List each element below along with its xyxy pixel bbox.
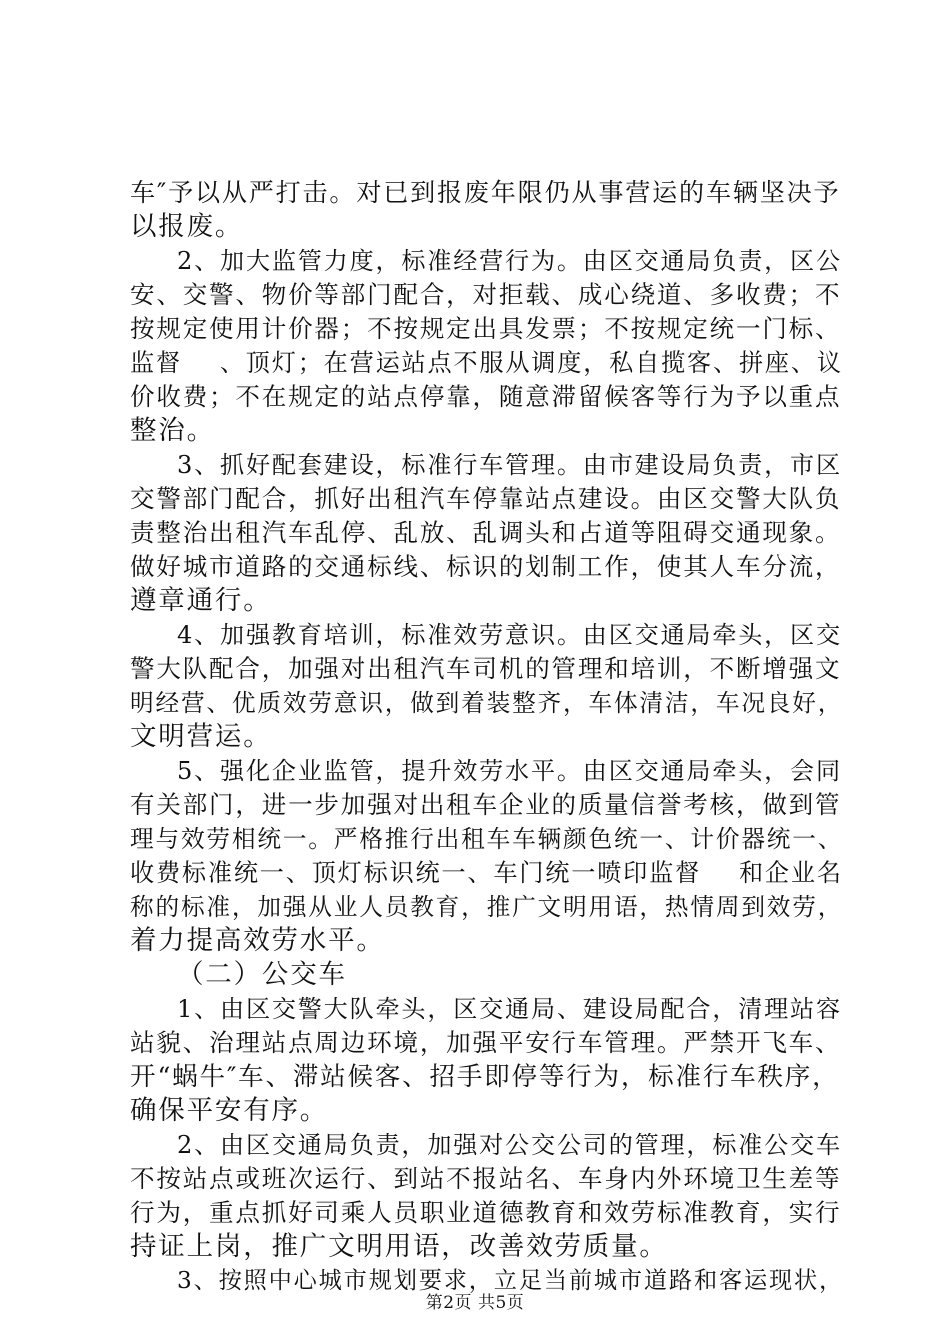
line-3: 安、交警、物价等部门配合，对拒载、成心绕道、多收费；不 bbox=[130, 280, 842, 309]
line-2: 2、加大监管力度，标准经营行为。由区交通局负责，区公 bbox=[177, 247, 842, 275]
line-22: 着力提高效劳水平。 bbox=[130, 925, 385, 956]
line-9: 交警部门配合，抓好出租汽车停靠站点建设。由区交警大队负 bbox=[130, 484, 842, 513]
line-11: 做好城市道路的交通标线、标识的划制工作，使其人车分流， bbox=[130, 552, 842, 581]
line-24: 1、由区交警大队牵头，区交通局、建设局配合，清理站容 bbox=[177, 995, 842, 1023]
line-19: 理与效劳相统一。严格推行出租车车辆颜色统一、计价器统一、 bbox=[130, 825, 844, 853]
line-17: 5、强化企业监管，提升效劳水平。由区交通局牵头，会同 bbox=[177, 757, 842, 785]
line-8: 3、抓好配套建设，标准行车管理。由市建设局负责，市区 bbox=[177, 451, 842, 479]
line-18: 有关部门，进一步加强对出租车企业的质量信誉考核，做到管 bbox=[130, 790, 842, 819]
line-25: 站貌、治理站点周边环境，加强平安行车管理。严禁开飞车、 bbox=[130, 1028, 842, 1057]
section-heading: （二）公交车 bbox=[177, 959, 347, 990]
line-31: 持证上岗，推广文明用语，改善效劳质量。 bbox=[130, 1231, 668, 1262]
page-number-footer: 第2页 共5页 bbox=[425, 1293, 525, 1313]
line-32: 3、按照中心城市规划要求，立足当前城市道路和客运现状， bbox=[177, 1267, 845, 1294]
line-13: 4、加强教育培训，标准效劳意识。由区交通局牵头，区交 bbox=[177, 621, 842, 649]
line-5: 监督 、顶灯；在营运站点不服从调度，私自揽客、拼座、议 bbox=[130, 349, 843, 377]
line-15: 明经营、优质效劳意识，做到着装整齐，车体清洁，车况良好， bbox=[130, 689, 844, 717]
line-6: 价收费；不在规定的站点停靠，随意滞留候客等行为予以重点 bbox=[130, 382, 842, 411]
line-1: 以报废。 bbox=[130, 211, 244, 242]
line-4: 按规定使用计价器；不按规定出具发票；不按规定统一门标、 bbox=[130, 314, 842, 343]
line-26: 开“蜗牛″车、滞站候客、招手即停等行为，标准行车秩序， bbox=[130, 1062, 840, 1092]
line-28: 2、由区交通局负责，加强对公交公司的管理，标准公交车 bbox=[177, 1131, 842, 1159]
line-10: 责整治出租汽车乱停、乱放、乱调头和占道等阻碍交通现象。 bbox=[130, 518, 842, 547]
line-29: 不按站点或班次运行、到站不报站名、车身内外环境卫生差等 bbox=[130, 1164, 842, 1193]
line-30: 行为，重点抓好司乘人员职业道德教育和效劳标准教育，实行 bbox=[130, 1198, 842, 1227]
line-21: 称的标准，加强从业人员教育，推广文明用语，热情周到效劳， bbox=[130, 893, 844, 921]
line-27: 确保平安有序。 bbox=[130, 1095, 329, 1126]
line-20: 收费标准统一、顶灯标识统一、车门统一喷印监督 和企业名 bbox=[130, 859, 843, 887]
line-7: 整治。 bbox=[130, 415, 215, 446]
line-14: 警大队配合，加强对出租汽车司机的管理和培训，不断增强文 bbox=[130, 654, 842, 683]
line-16: 文明营运。 bbox=[130, 721, 272, 752]
line-12: 遵章通行。 bbox=[130, 585, 272, 616]
line-0: 车″予以从严打击。对已到报废年限仍从事营运的车辆坚决予 bbox=[130, 178, 841, 207]
